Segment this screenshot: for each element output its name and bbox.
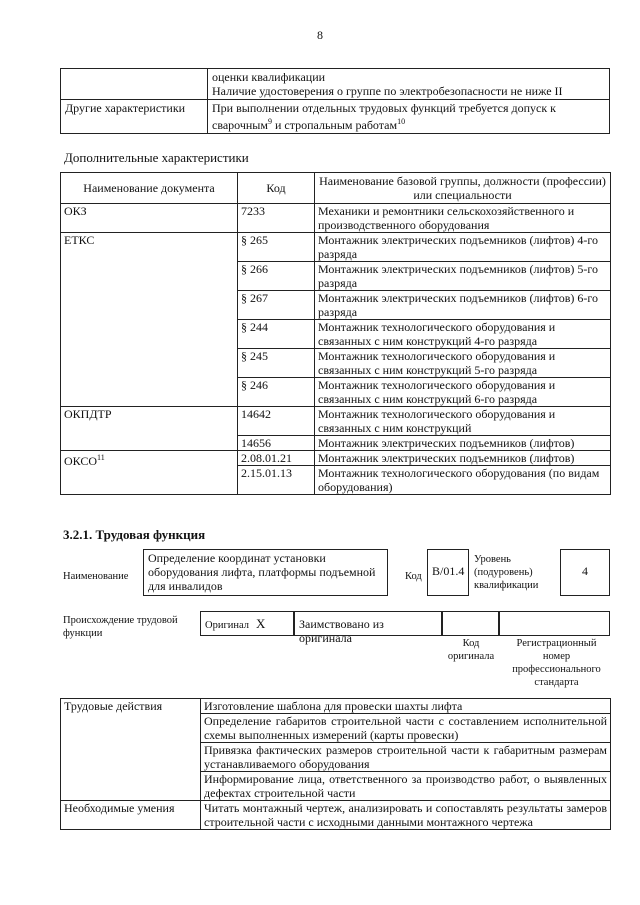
text-line: Наличие удостоверения о группе по электробезопасности не ниже II xyxy=(212,84,563,98)
footnote-ref: 9 xyxy=(267,117,272,126)
text-part: сварочным xyxy=(212,118,268,132)
table-row xyxy=(61,204,611,233)
row-text xyxy=(208,69,610,100)
row-label: Другие характеристики xyxy=(61,100,208,134)
code-cell: § 244 xyxy=(238,320,315,349)
actions-table xyxy=(60,698,611,830)
code-cell: 14642 xyxy=(238,407,315,436)
row-text: Привязка фактических размеров строительной части к габаритным размерам устанавливаемого оборудования xyxy=(201,743,611,772)
orig-code-label: Код оригинала xyxy=(447,638,495,662)
level-box: 4 xyxy=(560,549,610,596)
orig-code-box xyxy=(442,611,499,636)
row-label: Трудовые действия xyxy=(61,699,201,801)
row-label xyxy=(61,69,208,100)
doc-cell xyxy=(61,451,238,495)
footnote-ref: 10 xyxy=(397,117,406,126)
name-cell: Монтажник электрических подъемников (лифтов) 5-го разряда xyxy=(315,262,611,291)
doc-label: ОКСО xyxy=(64,454,98,468)
name-cell: Монтажник электрических подъемников (лифтов) 6-го разряда xyxy=(315,291,611,320)
code-cell: § 266 xyxy=(238,262,315,291)
origin-label: Происхождение трудовой функции xyxy=(63,615,178,639)
text-part: и стропальным работам xyxy=(271,118,398,132)
level-label: Уровень (подуровень) квалификации xyxy=(474,554,539,591)
row-text: Изготовление шаблона для провески шахты лифта xyxy=(201,699,611,714)
function-name-box: Определение координат установки оборудования лифта, платформы подъемной для инвалидов xyxy=(143,549,388,596)
original-mark: Х xyxy=(256,616,266,631)
row-text: Информирование лица, ответственного за производство работ, о выявленных дефектах строительной части xyxy=(201,772,611,801)
top-characteristics-table xyxy=(60,68,610,134)
section-heading: Дополнительные характеристики xyxy=(64,150,249,165)
code-cell: § 267 xyxy=(238,291,315,320)
name-cell: Монтажник электрических подъемников (лифтов) 4-го разряда xyxy=(315,233,611,262)
name-cell: Механики и ремонтники сельскохозяйственного и производственного оборудования xyxy=(315,204,611,233)
code-label: Код xyxy=(405,571,422,582)
table-row xyxy=(61,407,611,436)
text-line xyxy=(212,115,605,132)
code-cell: 2.08.01.21 xyxy=(238,451,315,466)
row-text: Читать монтажный чертеж, анализировать и сопоставлять результаты замеров строительной части с исходными данными монтажного чертежа xyxy=(201,801,611,830)
text-line: оценки квалификации xyxy=(212,70,326,84)
table-row xyxy=(61,100,610,134)
name-cell: Монтажник технологического оборудования и связанных с ним конструкций xyxy=(315,407,611,436)
column-header: Наименование документа xyxy=(61,173,238,204)
footnote-ref: 11 xyxy=(97,453,105,462)
code-cell: § 246 xyxy=(238,378,315,407)
name-cell: Монтажник технологического оборудования и связанных с ним конструкций 4-го разряда xyxy=(315,320,611,349)
name-cell: Монтажник технологического оборудования и связанных с ним конструкций 5-го разряда xyxy=(315,349,611,378)
column-header: Код xyxy=(238,173,315,204)
code-cell: 14656 xyxy=(238,436,315,451)
original-label: Оригинал xyxy=(205,620,249,631)
original-box xyxy=(200,611,294,636)
row-text: Определение габаритов строительной части с составлением исполнительной схемы выполненных измерений (карты провески) xyxy=(201,714,611,743)
column-header: Наименование базовой группы, должности (профессии) или специальности xyxy=(315,173,611,204)
table-row xyxy=(61,233,611,262)
name-label: Наименование xyxy=(63,571,129,582)
name-cell: Монтажник электрических подъемников (лифтов) xyxy=(315,451,611,466)
code-cell: 2.15.01.13 xyxy=(238,466,315,495)
code-cell: § 265 xyxy=(238,233,315,262)
additional-characteristics-table xyxy=(60,172,611,495)
borrowed-box: Заимствовано из оригинала xyxy=(294,611,442,636)
text-line: При выполнении отдельных трудовых функций требуется допуск к xyxy=(212,101,556,115)
code-cell: 7233 xyxy=(238,204,315,233)
code-cell: § 245 xyxy=(238,349,315,378)
row-label: Необходимые умения xyxy=(61,801,201,830)
function-title: 3.2.1. Трудовая функция xyxy=(63,527,206,542)
table-header-row xyxy=(61,173,611,204)
row-text xyxy=(208,100,610,134)
page-number: 8 xyxy=(317,28,323,42)
table-row xyxy=(61,451,611,466)
table-row xyxy=(61,699,611,714)
doc-cell: ЕТКС xyxy=(61,233,238,407)
doc-cell: ОКПДТР xyxy=(61,407,238,451)
reg-number-box xyxy=(499,611,610,636)
reg-number-label: Регистрационный номер профессионального стандарта xyxy=(512,638,601,688)
table-row xyxy=(61,801,611,830)
table-row xyxy=(61,69,610,100)
function-code-box: В/01.4 xyxy=(427,549,469,596)
name-cell: Монтажник электрических подъемников (лифтов) xyxy=(315,436,611,451)
doc-cell: ОКЗ xyxy=(61,204,238,233)
name-cell: Монтажник технологического оборудования и связанных с ним конструкций 6-го разряда xyxy=(315,378,611,407)
name-cell: Монтажник технологического оборудования (по видам оборудования) xyxy=(315,466,611,495)
